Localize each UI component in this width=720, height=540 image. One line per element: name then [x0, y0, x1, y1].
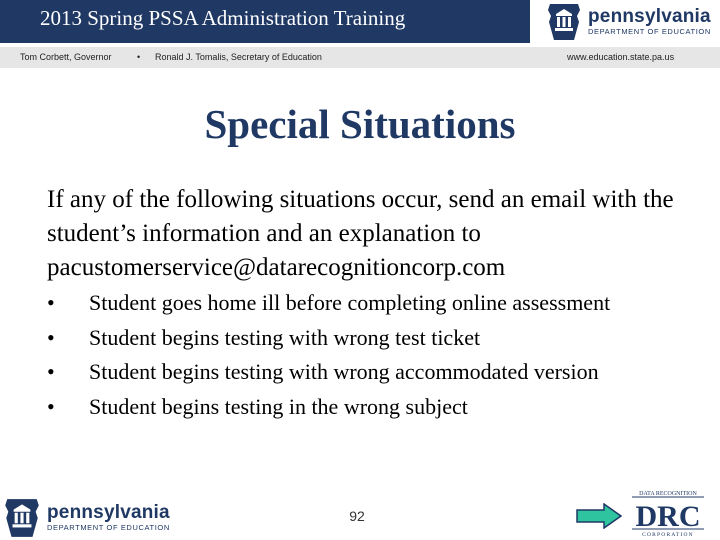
pa-education-logo [546, 0, 720, 43]
page-number: 92 [349, 508, 365, 524]
list-item-text: Student goes home ill before completing online assessment [89, 290, 611, 315]
right-arrow-icon[interactable] [576, 503, 622, 529]
keystone-icon [3, 497, 41, 539]
bullet-marker: • [47, 290, 55, 315]
logo-name: pennsylvania [47, 502, 170, 524]
drc-bottom-text: CORPORATION [642, 532, 694, 538]
slide-title: Special Situations [204, 101, 516, 147]
subheader-bar [0, 47, 720, 68]
keystone-icon [546, 2, 582, 42]
presentation-title: 2013 Spring PSSA Administration Training [40, 6, 406, 30]
list-item-text: Student begins testing in the wrong subject [89, 393, 468, 419]
list-item-text: Student begins testing with wrong accommodated version [89, 359, 599, 384]
bullet-marker: • [47, 359, 55, 384]
drc-logo [628, 488, 708, 538]
bullet-marker: • [47, 324, 55, 350]
intro-paragraph: If any of the following situations occur, send an email with the student’s information and an explanation to pacustomerservice@datarecognitioncorp.com [47, 186, 674, 281]
separator-bullet: • [137, 52, 141, 62]
secretary-label: Ronald J. Tomalis, Secretary of Education [155, 52, 322, 62]
logo-name: pennsylvania [588, 6, 711, 28]
website-link[interactable]: www.education.state.pa.us [567, 52, 675, 62]
pa-education-logo-footer [3, 495, 173, 540]
drc-top-text: DATA RECOGNITION [639, 491, 697, 497]
governor-label: Tom Corbett, Governor [20, 52, 112, 62]
logo-department: DEPARTMENT OF EDUCATION [47, 523, 170, 533]
list-item-text: Student begins testing with wrong test ticket [89, 324, 481, 350]
drc-mark: DRC [635, 500, 701, 533]
header-bar [0, 0, 530, 43]
logo-department: DEPARTMENT OF EDUCATION [588, 27, 711, 37]
bullet-marker: • [47, 393, 55, 419]
